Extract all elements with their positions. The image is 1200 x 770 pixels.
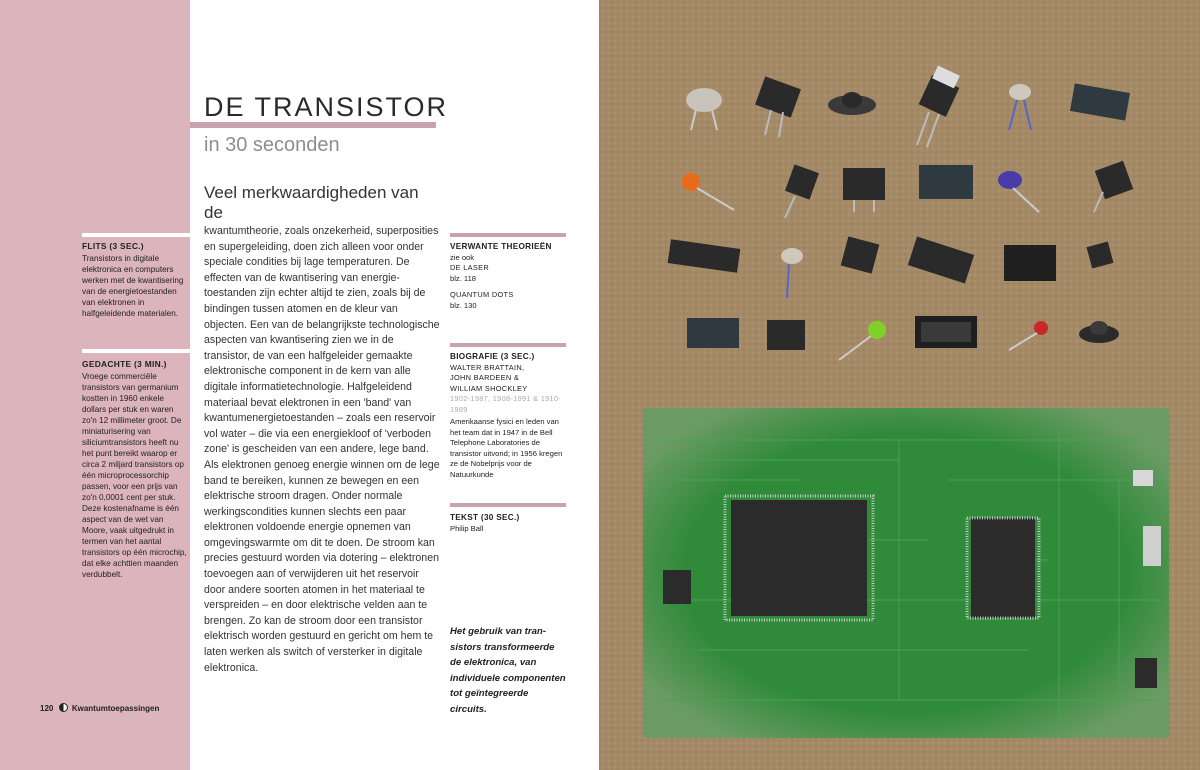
section-icon	[59, 703, 68, 712]
main-text	[204, 183, 440, 676]
verwante-item-name: DE LASER	[450, 263, 489, 272]
tekst-rule	[450, 503, 566, 507]
ic-chip	[919, 165, 973, 199]
photo-caption: Het gebruik van transistors transformeerde de elektronica, van individuele componenten tot geïntegreerde circuits.	[450, 626, 566, 715]
ic-chip	[687, 318, 739, 348]
biografie-block	[450, 352, 566, 480]
lead-text: Veel merkwaardigheden van de	[204, 183, 419, 222]
body-text: kwantumtheorie, zoals onzekerheid, superposities en supergeleiding, doen zich alleen voor onder speciale condities bij lage temperaturen. De effecten van de kwantisering van energietoestanden zijn echter altijd te zien, zoals bij de bindingen tussen atomen en de kleur van objecten. Een van de belangrijkste technologische aspecten van kwantisering zien we in de transistor, de van een halfgeleider gemaakte elektronische component in de kern van alle digitale informatietechnologie. Halfgeleidend materiaal bevat elektronen in een 'band' van kwantumenergietoestanden – zoals een reservoir vol water – die via een energiekloof of 'verboden zone' is gescheiden van een andere, lege band. Als elektronen genoeg energie winnen om de lege band te bereiken, kunnen ze bewegen en een elektrische stroom dragen. Onder normale werkingscondities kunnen slechts een paar elektronen voldoende energie opnemen van omgevingswarmte om dit te doen. De stroom kan precies gestuurd worden via dotering – elektronen toevoegen aan of verwijderen uit het reservoir door andere soorten atomen in het materiaal te verspreiden – en door elektrische velden aan te brengen. Zo kan de stroom door een transistor elektrisch worden gestuurd en gericht om hem te laten werken als switch of versterker in digitale elektronica.	[204, 225, 440, 674]
biografie-heading: BIOGRAFIE (3 SEC.)	[450, 352, 535, 361]
flits-text: Transistors in digitale elektronica en computers werken met de kwantisering van de energietoestanden van elektronen in halfgeleidende materialen.	[82, 254, 184, 318]
biografie-name: JOHN BARDEEN &	[450, 373, 520, 382]
small-chip	[663, 570, 691, 604]
section-name: Kwantumtoepassingen	[71, 704, 160, 713]
verwante-block	[450, 242, 566, 311]
biografie-text: Amerikaanse fysici en leden van het team dat in 1947 in de Bell Telephone Laboratories de transistor uitvond; in 1956 kregen ze de Nobelprijs voor de Natuurkunde	[450, 417, 563, 479]
tekst-author: Philip Ball	[450, 523, 484, 533]
flits-block	[82, 241, 190, 319]
verwante-heading: VERWANTE THEORIEËN	[450, 242, 552, 251]
gedachte-text: Vroege commerciële transistors van germanium kostten in 1960 enkele dollars per stuk en waren zo'n 12 millimeter groot. De miniaturisering van siliciumtransistors heeft nu het punt bereikt waarop er circa 2 miljard transistors op één microprocessorchip passen, voor een prijs van zo'n 0,0001 cent per stuk. Deze kostenafname is één aspect van de wet van Moore, vaak uitgedrukt in termen van het aantal transistors op één microchip, dat elke achttien maanden verdubbelt.	[82, 372, 187, 579]
verwante-item-page: blz. 130	[450, 300, 477, 310]
circuit-board	[643, 408, 1169, 738]
verwante-item-name: QUANTUM DOTS	[450, 290, 514, 299]
flits-heading: FLITS (3 SEC.)	[82, 241, 144, 251]
page-subtitle: in 30 seconden	[204, 134, 340, 156]
memory-chip	[967, 518, 1039, 618]
gedachte-rule	[82, 349, 190, 353]
biografie-name: WILLIAM SHOCKLEY	[450, 383, 528, 393]
gedachte-heading: GEDACHTE (3 MIN.)	[82, 359, 167, 369]
verwante-rule	[450, 233, 566, 237]
flits-rule	[82, 233, 190, 237]
tekst-block	[450, 513, 566, 534]
page-footer	[40, 703, 159, 713]
page-number: 120	[40, 704, 54, 713]
biografie-name: WALTER BRATTAIN,	[450, 362, 525, 372]
transistors-photo	[599, 0, 1200, 770]
smd-transistor	[767, 320, 805, 350]
verwante-item-page: blz. 118	[450, 273, 477, 283]
ic-socket	[915, 316, 977, 348]
biografie-rule	[450, 343, 566, 347]
gedachte-block	[82, 359, 190, 580]
biografie-years: 1902-1987, 1908-1991 & 1910-1989	[450, 394, 562, 414]
tekst-heading: TEKST (30 SEC.)	[450, 513, 520, 522]
verwante-see: zie ook	[450, 252, 475, 262]
main-processor-chip	[725, 496, 873, 620]
page-title: DE TRANSISTOR	[204, 92, 449, 122]
smd-ic	[1004, 245, 1056, 281]
title-rule	[190, 122, 436, 128]
